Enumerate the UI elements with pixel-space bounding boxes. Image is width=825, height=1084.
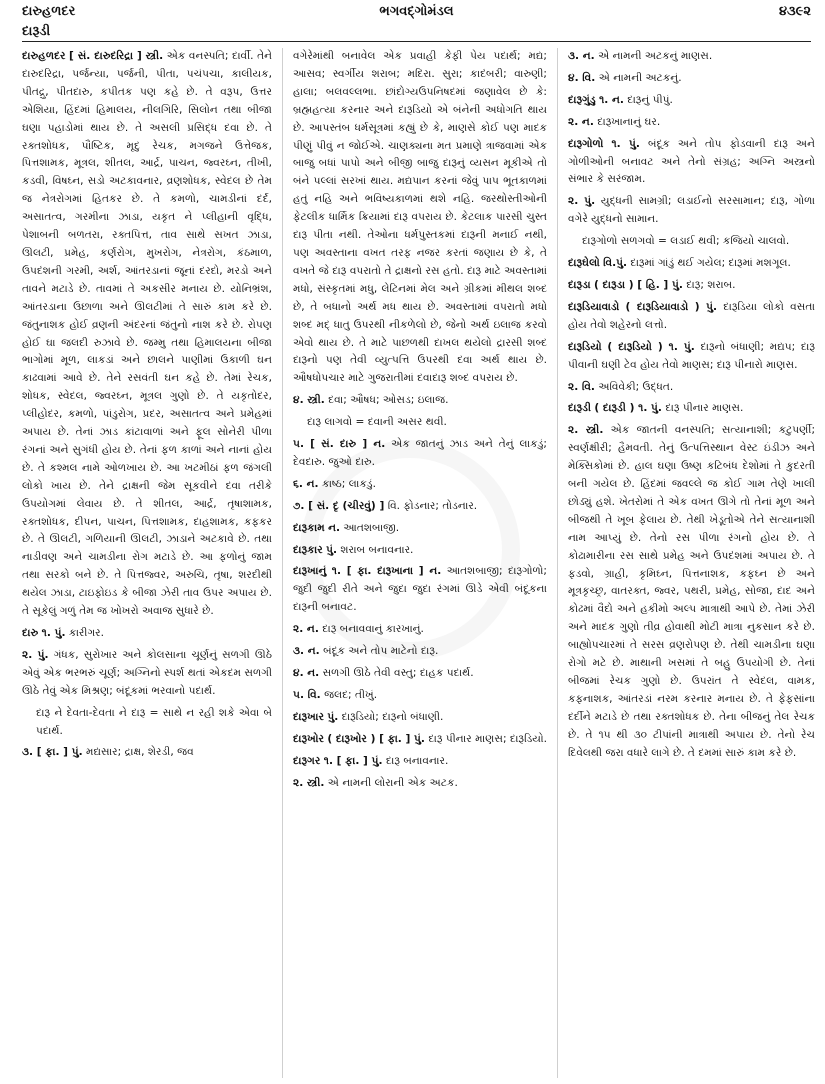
definition-text: એક જાતની વનસ્પતિ; સત્યાનાશી; કટુપર્ણી; સ્વર્ણક્ષીરી; હૈમવતી. તેનું ઉત્પત્તિસ્થાન વેસ્ટ ઇંડીઝ અને મેક્સિકોમાં છે. હાલ ઘણા ઉષ્ણ કટિબંધ દેશોમાં તે કુદરતી બની ગયેલ છે. હિંદમાં જવલ્લે જ કોઈ ગામ તેણે ખાલી છોડ્યું હશે. ખેતરોમાં તે એક વખત ઊગે તો તેનાં મૂળ અને બીજથી તે ખૂબ ફેલાય છે. તેથી ખેડૂતોએ તેને સત્યાનાશી નામ આપ્યું છે. તેનો રસ પીળા રંગનો હોય છે. તે કોઢામારીના રસ સાથે પ્રમેહ અને ઉપદંશમાં અપાય છે. તે ફડવો, ગ્રાહી, કૃમિઘ્ન, પિત્તનાશક, કફઘ્ન છે અને મૂત્રકૃચ્છ્ર, વાતરક્ત, જ્વર, પથરી, પ્રમેહ, સોજા, દાદ અને કોઢમાં વૈદો અને હકીમો અલ્પ માત્રાથી આપે છે. તેમાં ઝેરી અને માદક ગુણો તીવ્ર હોવાથી મોટી માત્રા નુકસાન કરે છે. બાહ્યોપચારમાં તે સરસ વ્રણરોપણ છે. તેથી ચામડીના ઘણા રોગો મટે છે. માથાની ખસમાં તે બહુ ઉપયોગી છે. તેનાં બીજમાં રેચક ગુણો છે. ઉપરાંત તે સ્વેદલ, વામક, કફનાશક, આંતરડાં નરમ કરનાર મનાય છે. તે ફેફસાંના દર્દીને મટાડે છે તથા રક્તશોધક છે. તેના બીજનું તેલ રેચક છે. તે ૧૫ થી ૩૦ ટીપાંની માત્રાથી અપાય છે. તેનો રેચ દિવેલથી જરા વધારે લાગે છે. તે દમમાં સારું કામ કરે છે. (568, 424, 815, 759)
grammar-label: ૨. ન. (293, 623, 319, 636)
sense-entry (22, 744, 272, 762)
grammar-label: ૧. [ ફા. દારૂખાના ] ન. (331, 565, 442, 578)
definition-text: દારૂ બનાવનાર. (385, 754, 449, 767)
headword: દારૂગુંડુ (568, 93, 596, 106)
headword: દારૂગોળો (568, 137, 604, 150)
grammar-label: ૫. વિ. (293, 688, 321, 701)
definition-text: એ નામની અટકનું. (598, 71, 682, 84)
definition-text: કાષ્ઠ; લાકડું. (321, 477, 376, 490)
dictionary-entry (568, 255, 815, 273)
grammar-label: ( દારૂખોર ) [ ફા. ] પું. (327, 732, 425, 745)
definition-text: દારૂગોળો સળગવો = લડાઈ થવી; કજિયો ચાલવો. (582, 235, 790, 248)
headword: દારૂડી (568, 402, 591, 415)
grammar-label: ૨. સ્ત્રી. (293, 776, 325, 789)
grammar-label: ૭. [ સં. દૃ (ચીરવું) ] (293, 499, 385, 512)
grammar-label: ૨. વિ. (568, 380, 595, 393)
grammar-label: ૪. ન. (293, 667, 320, 679)
column-divider (557, 48, 558, 1078)
definition-text: દારૂનું પીપું. (627, 93, 673, 106)
dictionary-entry (293, 753, 547, 771)
dictionary-entry (568, 277, 815, 295)
definition-text: દારૂ પીનાર માણસ; દારૂડિયો. (428, 732, 547, 745)
grammar-label: ( દારૂડિયાવાડો ) પું. (625, 300, 718, 313)
definition-text: દારૂ પીનાર માણસ. (665, 402, 744, 415)
headword: દારૂડિયાવાડો (568, 300, 620, 313)
sense-entry (293, 665, 547, 683)
sense-entry (293, 621, 547, 639)
definition-text: વિ. ફોડનાર; તોડનાર. (387, 499, 478, 512)
grammar-label: ૪. વિ. (568, 71, 596, 84)
grammar-label: ૩. [ ફા. ] પું. (22, 746, 83, 759)
grammar-label: ૨. ન. (568, 115, 594, 128)
grammar-label: ન. (328, 521, 341, 534)
definition-text: એ નામની લોરાની એક અટક. (327, 776, 458, 789)
dictionary-entry (293, 520, 547, 538)
header-right-guideword: દારૂડી (22, 24, 51, 39)
grammar-label: ( દારૂડા ) [ હિ. ] પું. (593, 278, 683, 291)
sense-entry (293, 392, 547, 410)
grammar-label: ૨. પું. (22, 648, 49, 661)
definition-text: મદ્યસાર; દ્રાક્ષ, શેરડી, જવ (85, 746, 194, 759)
column-right (568, 48, 815, 1078)
definition-text: બંદૂક અને તોપ માટેનો દારૂ. (323, 645, 439, 658)
headword: દારૂખાર (293, 710, 324, 723)
definition-text: બંદૂક અને તોપ ફોડવાની દારૂ અને ગોળીઓની બનાવટ અને તેનો સંગ્રહ; અગ્નિ અસ્ત્રનો સંભાર કે સરંજામ. (568, 137, 815, 186)
dictionary-entry (568, 339, 815, 375)
dictionary-entry (293, 542, 547, 560)
usage-example (582, 233, 815, 251)
column-left (22, 48, 272, 1078)
header-left-guideword: દારુહળદર (22, 4, 76, 19)
sense-entry (568, 114, 815, 132)
sense-entry (568, 379, 815, 397)
headword: દારૂડિયો (568, 340, 602, 353)
header-rule (22, 41, 811, 42)
dictionary-entry (568, 400, 815, 418)
grammar-label: [ સં. દારુદરિદ્રા ] સ્ત્રી. (69, 50, 164, 62)
sense-entry (293, 498, 547, 516)
definition-text: દારૂ લાગવો = દવાની અસર થવી. (307, 416, 447, 429)
grammar-label: ( દારૂડિયો ) ૧. પું. (607, 340, 695, 353)
sense-entry (293, 436, 547, 472)
definition-text: આતશબાજી. (343, 521, 400, 534)
sense-entry (568, 422, 815, 762)
dictionary-entry (22, 625, 272, 643)
sense-entry (293, 476, 547, 494)
page-number: ૪૩૯૨ (778, 4, 811, 19)
definition-text: દારૂડિયા લોકો વસતા હોય તેવો શહેરનો લત્તો. (568, 300, 815, 331)
column-middle (293, 48, 547, 1078)
grammar-label: ૩. ન. (568, 50, 595, 62)
dictionary-entry (568, 136, 815, 190)
headword: દારૂડા (568, 278, 591, 291)
grammar-label: ( દારૂડી ) ૧. પું. (594, 402, 662, 415)
definition-text: સળગી ઊઠે તેવી વસ્તુ; દાહક પદાર્થ. (322, 667, 474, 679)
definition-text: કારીગર. (68, 627, 105, 639)
grammar-label: ૬. ન. (293, 477, 319, 490)
sense-entry (568, 193, 815, 229)
headword: દારુ (22, 627, 39, 639)
definition-text: અવિવેકી; ઉદ્ધત. (598, 380, 674, 393)
sense-entry (293, 48, 547, 388)
dictionary-entry (568, 299, 815, 335)
headword: દારૂઘેલો (568, 257, 600, 270)
grammar-label: ૨. સ્ત્રી. (568, 424, 604, 437)
definition-text: દવા; ઔષધ; ઓસડ; ઇલાજ. (328, 394, 449, 407)
headword: દારૂકામ (293, 521, 325, 534)
dictionary-entry (22, 48, 272, 621)
dictionary-entry (293, 731, 547, 749)
grammar-label: ૨. પું. (568, 195, 596, 208)
definition-text: શરાબ બનાવનાર. (340, 543, 414, 556)
usage-example (36, 705, 272, 741)
dictionary-entry (293, 709, 547, 727)
definition-text: જલદ; તીખું. (324, 688, 378, 701)
definition-text: યુદ્ધની સામગ્રી; લડાઈનો સરસામાન; દારૂ, ગોળા વગેરે યુદ્ધનો સામાન. (568, 195, 815, 226)
definition-text: દારૂનો બંધાણી; મદ્યપ; દારૂ પીવાની ઘણી ટેવ હોય તેવો માણસ; દારૂ પીનારો માણસ. (568, 340, 815, 371)
grammar-label: ૧. [ ફા. ] પું. (323, 754, 383, 767)
definition-text: ગંધક, સુરોખાર અને કોલસાના ચૂર્ણનું સળગી ઊઠે એવું એક ભરભરું ચૂર્ણ; અગ્નિનો સ્પર્શ થતાં એકદમ સળગી ઊઠે તેવું એક મિશ્રણ; બંદૂકમાં ભરવાનો પદાર્થ. (22, 648, 272, 697)
sense-entry (293, 643, 547, 661)
grammar-label: વિ.પું. (603, 257, 628, 270)
headword: દારૂખાનું (293, 565, 327, 578)
definition-text: દારૂડિયો; દારૂનો બંધાણી. (341, 710, 444, 723)
definition-text: દારૂ ને દેવતા-દેવતા ને દારૂ = સાથે ન રહી શકે એવા બે પદાર્થ. (36, 706, 272, 737)
grammar-label: ૪. સ્ત્રી. (293, 394, 325, 407)
definition-text: આતશબાજી; દારૂગોળો; જુદી જુદી રીતે અને જુદા જુદા રંગમાં ઊડે એવી બંદૂકના દારૂની બનાવટ. (293, 565, 547, 614)
sense-entry (22, 647, 272, 701)
grammar-label: ૫. [ સં. દારુ ] ન. (293, 438, 386, 451)
sense-entry (568, 48, 815, 66)
grammar-label: ૧. પું. (41, 627, 66, 639)
headword: દારૂકાર (293, 543, 323, 556)
page-header (22, 4, 811, 26)
definition-text: દારૂ બનાવવાનું કારખાનું. (322, 623, 424, 636)
sense-entry (568, 70, 815, 88)
usage-example (307, 414, 547, 432)
headword: દારૂખોર (293, 732, 324, 745)
definition-text: દારૂખાનાનું ઘર. (597, 115, 661, 128)
grammar-label: પું. (326, 543, 337, 556)
definition-text: દારૂ; શરાબ. (686, 278, 736, 291)
sense-entry (293, 687, 547, 705)
grammar-label: ૧. પું. (611, 137, 640, 150)
headword: દારુહળદર (22, 50, 66, 62)
dictionary-entry (293, 563, 547, 617)
dictionary-entry (568, 92, 815, 110)
definition-text: એ નામની અટકનું માણસ. (598, 50, 713, 62)
definition-text: વગેરેમાંથી બનાવેલ એક પ્રવાહી કેફી પેય પદાર્થ; મદ્ય; આસવ; સ્વર્ગીય શરાબ; મદિરા. સુરા; કાદંબરી; વારુણી; હાલા; બલવલ્લભા. છાંદોગ્યઉપનિષદમાં જણાવેલ છે કે: બ્રહ્મહત્યા કરનાર અને દારૂડિયો એ બંનેની અધોગતિ થાય છે. આપસ્તંબ ધર્મસૂત્રમાં કહ્યું છે કે, માણસે કોઈ પણ માદક પીણું પીવું ન જોઈએ. ચાણક્યના મત પ્રમાણે ત્રાજવામાં એક બાજુ બધાં પાપો અને બીજી બાજુ દારૂનું વ્યસન મૂકીએ તો બંને પલ્લાં સરખાં થાય. મદ્યપાન કરનાં જેવું પાપ ભૂતકાળમાં હતું નહિ અને ભવિષ્યકાળમાં થશે નહિ. જરથોસ્તીઓની ફેટલીક ધાર્મિક ક્રિયામાં દારૂ વપરાય છે. કેટલાક પારસી ચુસ્ત દારૂ પીતા નથી. તેઓના ધર્મપુસ્તકમાં દારૂની મનાઈ નથી, પણ અવસ્તાના વખત તરફ નજર કરતાં જણાય છે કે, તે વખતે જે દારૂ વપરાતો તે દ્રાક્ષનો રસ હતો. દારૂ માટે અવસ્તામાં મધો, સંસ્કૃતમાં મધુ, લેટિનમાં મેલ અને ગ્રીકમાં મીથલ શબ્દ છે, તે બધાનો અર્થ મધ થાય છે. અવસ્તામાં વપરાતો મધો શબ્દ મદ્ ધાતુ ઉપરથી નીકળેલો છે, જેનો અર્થ ઇલાજ કરવો એવો થાય છે. તે માટે પાછળથી દાખલ થયેલો દ્રારસી શબ્દ દારૂનો પણ તેવી વ્યુત્પત્તિ ઉપરથી દવા અર્થ થાય છે. ઔષધોપચાર માટે ગુજરાતીમાં દવાદારૂ શબ્દ વપરાય છે. (293, 50, 547, 385)
definition-text: એક જાતનું ઝાડ અને તેનું લાકડું; દેવદારુ. જુઓ દારુ. (293, 438, 547, 468)
grammar-label: ૩. ન. (293, 645, 320, 658)
definition-text: એક વનસ્પતિ; દાર્વી. તેને દારુદરિદ્રા, પર્જન્યા, પર્જની, પીતા, પચંપચા, કાલીયક, પીતદ્રુ, પીતદારુ, કપીતક પણ કહે છે. તે વરૂપ, ઉત્તર એશિયા, હિંદમાં હિમાલય, નીલગિરિ, સિલોન તથા બીજા ઘણા પહાડોમાં થાય છે. તે અસલી પ્રસિદ્ધ દવા છે. તે રક્તશોધક, પૌષ્ટિક, મૃદુ રેચક, મગજને ઉત્તેજક, પિત્તશામક, મૂત્રલ, શીતલ, આર્દ્ર, પાચન, જ્વરઘ્ન, તીખી, કડવી, વિષઘ્ન, સડો અટકાવનાર, વ્રણશોધક, સ્વેદલ છે તેમ જ નેત્રરોગમાં હિતકર છે. તે કમળો, ચામડીનાં દર્દ, અસાતત્વ, ગરમીના ઝાડા, યકૃત ને પ્લીહાની વૃદ્ધિ, પેશાબની બળતરા, રક્તપિત્ત, તાવ સાથે સખત ઝાડા, ઊલટી, પ્રમેહ, કર્ણરોગ, મુખરોગ, નેત્રરોગ, કંઠમાળ, ઉપદંશની ગરમી, અર્શ, આંતરડાનાં જૂનાં દરદો, મરડો અને તાવને મટાડે છે. તાવમાં તે અકસીર મનાય છે. યોનિભ્રંશ, આંતરડાના ઉછાળા અને ઊલટીમાં તે સારું કામ કરે છે. જંતુનાશક હોઈ વ્રણની અંદરનાં જંતુનો નાશ કરે છે. રોપણ હોઈ ઘા જલદી રુઝાવે છે. જમ્મુ તથા હિમાલયના બીજા ભાગોમાં મૂળ, લાકડાં અને છાલને પાણીમાં ઉકાળી ઘન કાઢવામાં આવે છે. તેને રસવંતી ઘન કહે છે. તેમાં રેચક, શોધક, સ્વેદલ, જ્વરઘ્ન, મૂત્રલ ગુણો છે. તે યકૃતોદર, પ્લીહોદર, કમળો, પાંડુરોગ, પ્રદર, અસાતત્વ અને પ્રમેહમાં અપાય છે. તેનાં ઝાડ કાંટાવાળાં અને ફૂલ સોનેરી પીળા રંગનાં અને સુગંધી હોય છે. તેનાં ફળ કાળાં અને નાનાં હોય છે. તે કશ્મલ નામે ઓળખાય છે. આ ખટમીઠાં ફળ જંગલી લોકો ખાય છે. તેને દ્રાક્ષની જેમ સૂકવીને દવા તરીકે ઉપયોગમાં લેવાય છે. તે શીતલ, આર્દ્ર, તૃષાશામક, રક્તશોધક, દીપન, પાચન, પિત્તશામક, દાહશામક, કફકર છે. તે ઊલટી, ગળિયાની ઊલટી, ઝાડાને અટકાવે છે. તથા નાડીવણ અને ચામડીના રોગ મટાડે છે. આ ફળોનું જામ તથા સરકો બને છે. તે પિત્તજ્વર, અરુચિ, તૃષા, શરદીથી થયેલ ઝાડા, ટાઇફોઇડ કે બીજા ઝેરી તાવ ઉપર અપાય છે. તે સૂકેલું ગળું તેમ જ ખોખરો અવાજ સુધારે છે. (22, 50, 272, 618)
sense-entry (293, 775, 547, 793)
headword: દારૂગર (293, 754, 321, 767)
definition-text: દારૂમાં ગાંડું થઈ ગયેલ; દારૂમાં મશગૂલ. (630, 257, 791, 270)
column-divider (282, 48, 283, 1078)
grammar-label: ૧. ન. (599, 93, 624, 106)
header-title: ભગવદ્ગોમંડલ (379, 4, 454, 19)
grammar-label: પું. (327, 710, 339, 723)
